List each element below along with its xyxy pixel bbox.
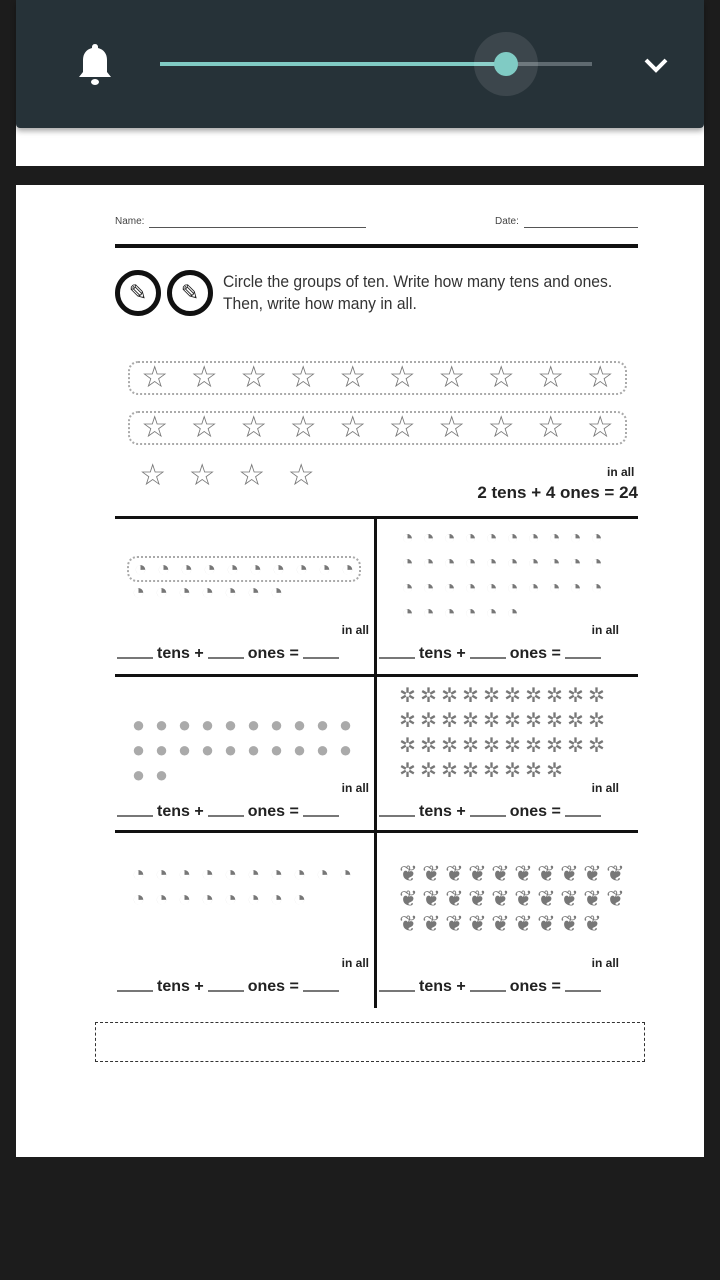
volume-slider-fill [160, 62, 506, 66]
date-line[interactable] [524, 227, 638, 228]
crab-icon: ✲ [483, 760, 500, 782]
fish-icon: ◔ [485, 552, 498, 574]
fish-row [397, 528, 607, 548]
in-all-label: in all [341, 956, 369, 970]
crab-icon: ✲ [546, 760, 563, 782]
star-icon: ☆ [240, 411, 268, 444]
tens-label: tens + [157, 803, 204, 820]
crab-icon: ✲ [504, 710, 521, 732]
seahorse-icon: ❦ [560, 911, 579, 936]
fish-icon: ◔ [223, 861, 238, 886]
crab-icon: ✲ [588, 735, 605, 757]
fish-icon: ◔ [569, 552, 582, 574]
ones-label: ones = [509, 645, 561, 662]
crab-icon: ✲ [525, 685, 542, 707]
fish-icon: ◔ [202, 556, 217, 581]
date-label: Date: [495, 216, 519, 227]
ones-blank[interactable] [208, 657, 244, 659]
answer-equation [117, 803, 339, 821]
shell-icon: ● [269, 737, 284, 762]
fish-icon: ◔ [133, 556, 148, 581]
fish-icon: ◔ [154, 579, 169, 604]
shell-icon: ● [315, 737, 330, 762]
name-line[interactable] [149, 227, 366, 228]
total-blank[interactable] [565, 657, 601, 659]
fish-icon: ◔ [131, 886, 146, 911]
fish-icon: ◔ [443, 527, 456, 549]
in-all-label: in all [607, 465, 635, 479]
fish-row [397, 603, 523, 623]
crab-row [397, 761, 565, 781]
fish-icon: ◔ [271, 556, 286, 581]
crab-icon: ✲ [504, 760, 521, 782]
crab-icon: ✲ [462, 735, 479, 757]
star-row [128, 461, 326, 491]
fish-icon: ◔ [401, 577, 414, 599]
answer-equation [379, 645, 601, 663]
shell-icon: ● [338, 712, 353, 737]
problem-5 [115, 833, 375, 1008]
fish-row [127, 581, 288, 603]
shell-row [127, 764, 173, 786]
crab-icon: ✲ [441, 760, 458, 782]
shell-icon: ● [292, 737, 307, 762]
shell-icon: ● [223, 712, 238, 737]
fish-icon: ◔ [315, 861, 330, 886]
fish-icon: ◔ [292, 861, 307, 886]
fish-icon: ◔ [422, 577, 435, 599]
fish-icon: ◔ [485, 602, 498, 624]
fish-icon: ◔ [246, 579, 261, 604]
header-rule [115, 244, 638, 248]
ones-blank[interactable] [470, 657, 506, 659]
star-icon: ☆ [339, 411, 367, 444]
shell-icon: ● [269, 712, 284, 737]
fish-icon: ◔ [200, 886, 215, 911]
shell-icon: ● [131, 737, 146, 762]
fish-icon: ◔ [527, 552, 540, 574]
fish-icon: ◔ [548, 577, 561, 599]
seahorse-icon: ❦ [468, 911, 487, 936]
seahorse-icon: ❦ [514, 886, 533, 911]
shell-icon: ● [177, 712, 192, 737]
seahorse-icon: ❦ [491, 861, 510, 886]
shell-icon: ● [131, 712, 146, 737]
fish-icon: ◔ [269, 861, 284, 886]
seahorse-icon: ❦ [583, 911, 602, 936]
star-icon: ☆ [190, 361, 218, 394]
star-icon: ☆ [289, 361, 317, 394]
seahorse-icon: ❦ [399, 911, 418, 936]
seahorse-icon: ❦ [468, 861, 487, 886]
seahorse-icon: ❦ [583, 886, 602, 911]
star-icon: ☆ [438, 411, 466, 444]
ones-blank[interactable] [208, 990, 244, 992]
total-blank[interactable] [303, 657, 339, 659]
seahorse-icon: ❦ [537, 886, 556, 911]
crab-icon: ✲ [483, 710, 500, 732]
star-icon: ☆ [339, 361, 367, 394]
fish-icon: ◔ [422, 602, 435, 624]
fish-icon: ◔ [464, 527, 477, 549]
star-icon: ☆ [537, 361, 565, 394]
star-icon: ☆ [487, 361, 515, 394]
crab-icon: ✲ [525, 710, 542, 732]
seahorse-icon: ❦ [468, 886, 487, 911]
star-icon: ☆ [586, 361, 614, 394]
star-icon: ☆ [141, 361, 169, 394]
fish-icon: ◔ [200, 861, 215, 886]
fish-icon: ◔ [401, 552, 414, 574]
fish-icon: ◔ [569, 577, 582, 599]
crab-icon: ✲ [399, 735, 416, 757]
shell-icon: ● [338, 737, 353, 762]
fish-icon: ◔ [340, 556, 355, 581]
fish-icon: ◔ [422, 527, 435, 549]
ones-label: ones = [247, 978, 299, 995]
fish-icon: ◔ [269, 579, 284, 604]
star-icon: ☆ [287, 459, 315, 492]
seahorse-icon: ❦ [583, 861, 602, 886]
pencil-icon: ✎ [128, 280, 148, 305]
problem-4 [377, 676, 637, 833]
seahorse-row [397, 863, 627, 885]
star-row [128, 361, 627, 395]
shell-icon: ● [292, 712, 307, 737]
fish-icon: ◔ [443, 602, 456, 624]
ones-label: ones = [509, 978, 561, 995]
crab-icon: ✲ [420, 710, 437, 732]
fish-icon: ◔ [464, 552, 477, 574]
crab-icon: ✲ [567, 710, 584, 732]
star-icon: ☆ [487, 411, 515, 444]
pencil-icon: ✎ [180, 280, 200, 305]
fish-icon: ◔ [200, 579, 215, 604]
fish-icon: ◔ [548, 527, 561, 549]
crab-icon: ✲ [420, 760, 437, 782]
star-icon: ☆ [438, 361, 466, 394]
fish-icon: ◔ [223, 886, 238, 911]
tens-label: tens + [419, 803, 466, 820]
ones-blank[interactable] [470, 990, 506, 992]
chevron-down-icon[interactable] [640, 52, 672, 78]
crab-icon: ✲ [441, 710, 458, 732]
crab-icon: ✲ [420, 735, 437, 757]
shell-icon: ● [223, 737, 238, 762]
fish-icon: ◔ [177, 861, 192, 886]
ones-blank[interactable] [208, 815, 244, 817]
ones-label: ones = [247, 803, 299, 820]
total-blank[interactable] [565, 990, 601, 992]
shell-icon: ● [154, 762, 169, 787]
crab-icon: ✲ [546, 685, 563, 707]
ones-label: ones = [509, 803, 561, 820]
fish-icon: ◔ [177, 579, 192, 604]
fish-icon: ◔ [225, 556, 240, 581]
shell-icon: ● [131, 762, 146, 787]
seahorse-icon: ❦ [445, 886, 464, 911]
fish-icon: ◔ [131, 861, 146, 886]
fish-icon: ◔ [506, 602, 519, 624]
crab-icon: ✲ [567, 735, 584, 757]
fish-icon: ◔ [590, 577, 603, 599]
fish-icon: ◔ [401, 602, 414, 624]
fish-icon: ◔ [154, 861, 169, 886]
seahorse-icon: ❦ [560, 886, 579, 911]
seahorse-row [397, 888, 627, 910]
fish-row [127, 863, 357, 885]
problem-1 [115, 518, 375, 675]
fish-icon: ◔ [156, 556, 171, 581]
tens-label: tens + [419, 645, 466, 662]
worksheet-page [16, 185, 704, 1157]
tens-label: tens + [419, 978, 466, 995]
seahorse-icon: ❦ [399, 886, 418, 911]
crab-icon: ✲ [462, 710, 479, 732]
crab-icon: ✲ [588, 710, 605, 732]
shell-row [127, 714, 357, 736]
fish-icon: ◔ [223, 579, 238, 604]
seahorse-icon: ❦ [445, 911, 464, 936]
star-icon: ☆ [388, 361, 416, 394]
shell-row [127, 739, 357, 761]
fish-icon: ◔ [401, 527, 414, 549]
fish-icon: ◔ [590, 527, 603, 549]
tens-blank[interactable] [117, 815, 153, 817]
total-blank[interactable] [565, 815, 601, 817]
shell-icon: ● [200, 737, 215, 762]
star-icon: ☆ [139, 459, 167, 492]
crab-icon: ✲ [399, 685, 416, 707]
shell-icon: ● [246, 737, 261, 762]
fish-icon: ◔ [527, 577, 540, 599]
crab-row [397, 736, 607, 756]
fish-icon: ◔ [269, 886, 284, 911]
tens-blank[interactable] [379, 990, 415, 992]
answer-equation [379, 803, 601, 821]
star-icon: ☆ [141, 411, 169, 444]
in-all-label: in all [341, 781, 369, 795]
tens-label: tens + [157, 645, 204, 662]
crab-icon: ✲ [525, 760, 542, 782]
seahorse-icon: ❦ [606, 861, 625, 886]
fish-icon: ◔ [527, 527, 540, 549]
volume-slider-thumb[interactable] [494, 52, 518, 76]
seahorse-icon: ❦ [422, 911, 441, 936]
fish-icon: ◔ [443, 577, 456, 599]
star-icon: ☆ [238, 459, 266, 492]
seahorse-icon: ❦ [445, 861, 464, 886]
seahorse-icon: ❦ [514, 911, 533, 936]
crab-icon: ✲ [546, 735, 563, 757]
crab-icon: ✲ [504, 735, 521, 757]
crab-icon: ✲ [483, 735, 500, 757]
fish-icon: ◔ [338, 861, 353, 886]
crab-icon: ✲ [399, 760, 416, 782]
fish-icon: ◔ [179, 556, 194, 581]
crab-icon: ✲ [483, 685, 500, 707]
crab-icon: ✲ [441, 735, 458, 757]
fish-row [127, 888, 311, 910]
crab-icon: ✲ [441, 685, 458, 707]
fish-row [397, 553, 607, 573]
crab-icon: ✲ [504, 685, 521, 707]
shell-icon: ● [315, 712, 330, 737]
fish-icon: ◔ [248, 556, 263, 581]
tens-blank[interactable] [379, 815, 415, 817]
seahorse-icon: ❦ [537, 911, 556, 936]
volume-panel [16, 0, 704, 128]
fish-icon: ◔ [422, 552, 435, 574]
seahorse-icon: ❦ [606, 886, 625, 911]
name-label: Name: [115, 216, 145, 227]
fish-icon: ◔ [294, 556, 309, 581]
fish-icon: ◔ [506, 552, 519, 574]
seahorse-icon: ❦ [560, 861, 579, 886]
star-icon: ☆ [188, 459, 216, 492]
fish-icon: ◔ [154, 886, 169, 911]
star-icon: ☆ [537, 411, 565, 444]
shell-icon: ● [154, 737, 169, 762]
crab-row [397, 711, 607, 731]
tens-blank[interactable] [117, 990, 153, 992]
crab-icon: ✲ [546, 710, 563, 732]
total-blank[interactable] [303, 815, 339, 817]
shell-icon: ● [154, 712, 169, 737]
seahorse-icon: ❦ [491, 911, 510, 936]
shell-icon: ● [177, 737, 192, 762]
shell-icon: ● [200, 712, 215, 737]
crab-icon: ✲ [399, 710, 416, 732]
answer-equation [117, 645, 339, 663]
fish-icon: ◔ [506, 577, 519, 599]
problem-2 [377, 518, 637, 675]
answer-equation [117, 978, 339, 996]
tens-label: tens + [157, 978, 204, 995]
star-row [128, 411, 627, 445]
fish-icon: ◔ [590, 552, 603, 574]
fish-icon: ◔ [485, 577, 498, 599]
tens-blank[interactable] [117, 657, 153, 659]
answer-box[interactable] [95, 1022, 645, 1062]
fish-icon: ◔ [246, 861, 261, 886]
star-icon: ☆ [190, 411, 218, 444]
star-icon: ☆ [586, 411, 614, 444]
ones-blank[interactable] [470, 815, 506, 817]
fish-icon: ◔ [443, 552, 456, 574]
total-blank[interactable] [303, 990, 339, 992]
in-all-label: in all [591, 956, 619, 970]
fish-icon: ◔ [506, 527, 519, 549]
seahorse-icon: ❦ [422, 861, 441, 886]
fish-icon: ◔ [177, 886, 192, 911]
crab-row [397, 686, 607, 706]
answer-equation [379, 978, 601, 996]
crab-icon: ✲ [588, 685, 605, 707]
star-icon: ☆ [289, 411, 317, 444]
volume-slider[interactable] [160, 62, 592, 66]
crab-icon: ✲ [462, 760, 479, 782]
crab-icon: ✲ [567, 685, 584, 707]
crab-icon: ✲ [420, 685, 437, 707]
in-all-label: in all [341, 623, 369, 637]
example-equation: 2 tens + 4 ones = 24 [477, 483, 638, 502]
instructions: Circle the groups of ten. Write how many tens and ones. Then, write how many in all. [223, 272, 613, 313]
seahorse-icon: ❦ [399, 861, 418, 886]
shell-icon: ● [246, 712, 261, 737]
fish-icon: ◔ [246, 886, 261, 911]
fish-icon: ◔ [548, 552, 561, 574]
write-badge [167, 270, 213, 316]
seahorse-row [397, 913, 604, 935]
star-icon: ☆ [388, 411, 416, 444]
fish-icon: ◔ [464, 602, 477, 624]
fish-icon: ◔ [569, 527, 582, 549]
crab-icon: ✲ [525, 735, 542, 757]
fish-row [397, 578, 607, 598]
fish-icon: ◔ [485, 527, 498, 549]
problem-3 [115, 676, 375, 833]
crab-icon: ✲ [462, 685, 479, 707]
fish-icon: ◔ [131, 579, 146, 604]
in-all-label: in all [591, 623, 619, 637]
in-all-label: in all [591, 781, 619, 795]
problem-6 [377, 833, 637, 1008]
ones-label: ones = [247, 645, 299, 662]
seahorse-icon: ❦ [422, 886, 441, 911]
tens-blank[interactable] [379, 657, 415, 659]
seahorse-icon: ❦ [537, 861, 556, 886]
fish-icon: ◔ [464, 577, 477, 599]
fish-icon: ◔ [292, 886, 307, 911]
fish-icon: ◔ [317, 556, 332, 581]
star-icon: ☆ [240, 361, 268, 394]
seahorse-icon: ❦ [514, 861, 533, 886]
bell-icon[interactable] [76, 42, 114, 86]
seahorse-icon: ❦ [491, 886, 510, 911]
circle-badge [115, 270, 161, 316]
